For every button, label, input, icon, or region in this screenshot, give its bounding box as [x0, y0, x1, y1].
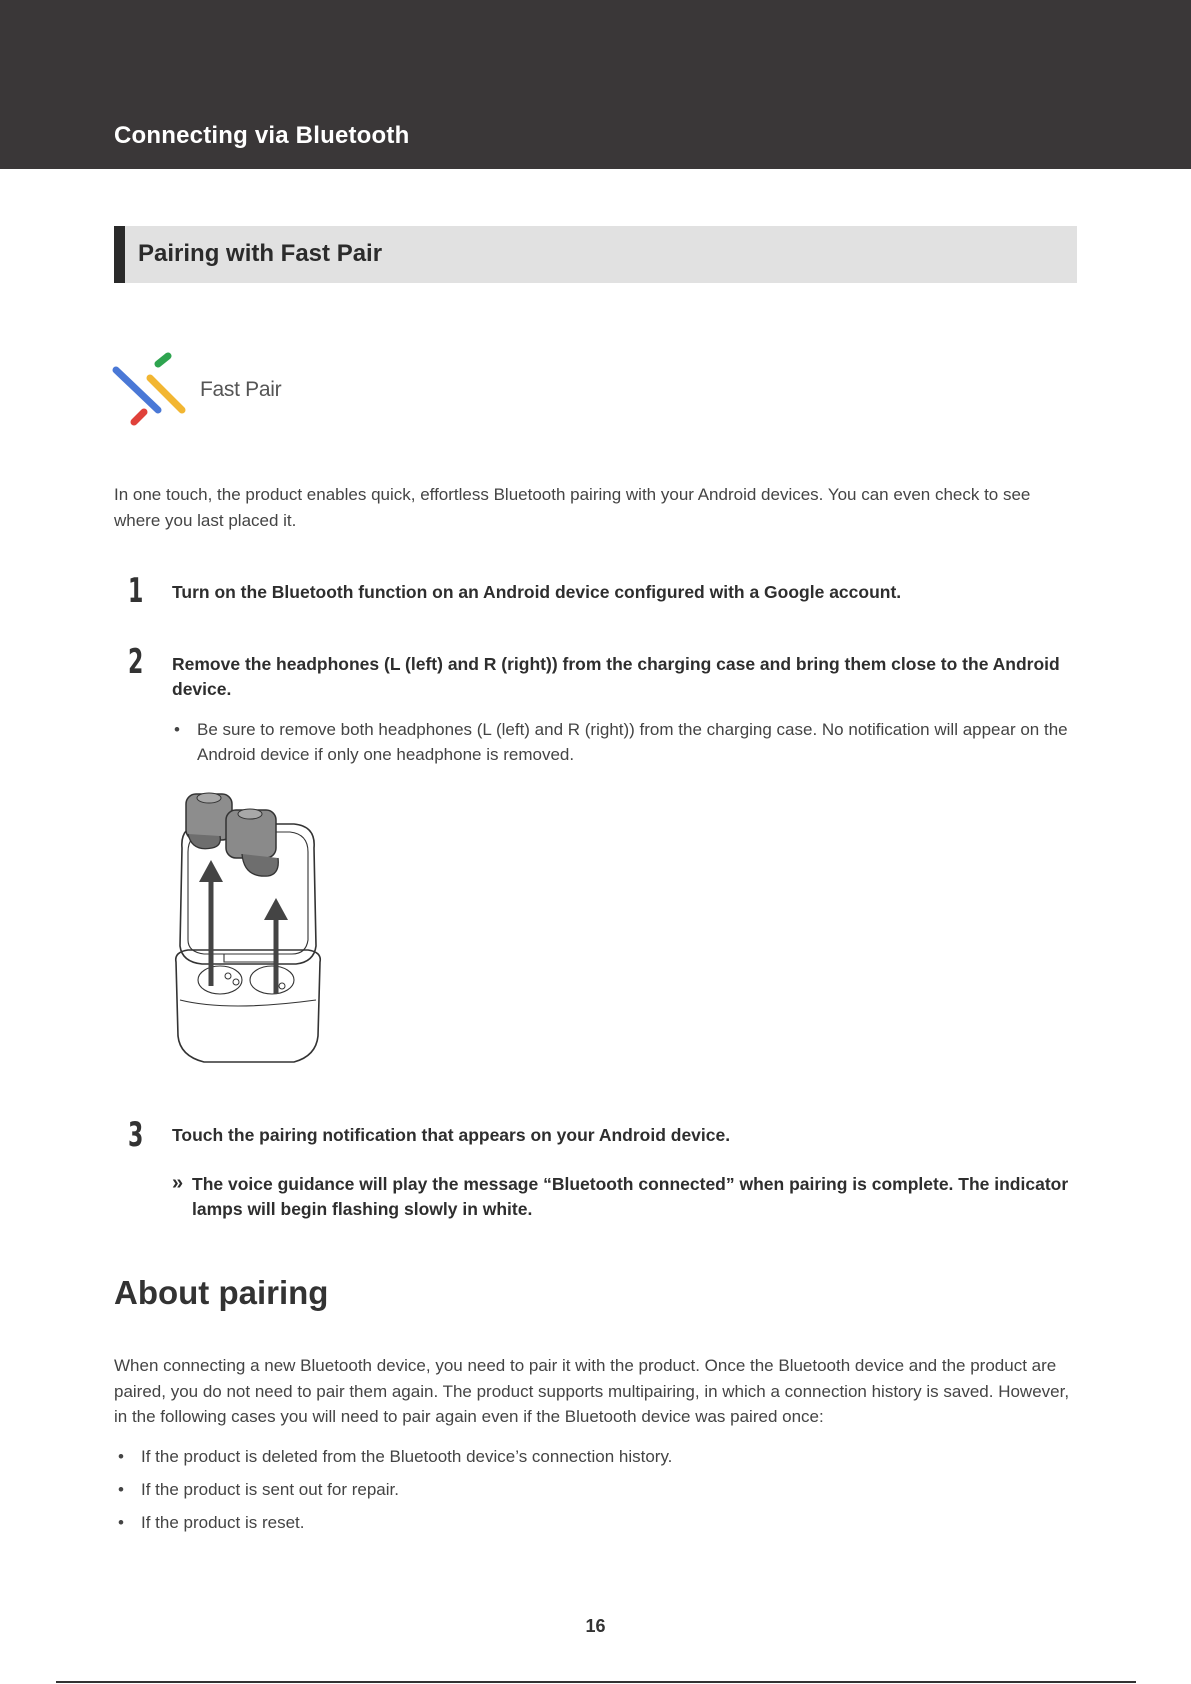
section-accent-bar [114, 226, 125, 283]
bullet-text: Be sure to remove both headphones (L (left) and R (right)) from the charging case. No notification will appear on the Android device if only one headphone is removed. [197, 720, 1068, 764]
intro-paragraph: In one touch, the product enables quick, effortless Bluetooth pairing with your Android devices. You can even check to see where you last placed it. [114, 485, 1031, 530]
bullet-text: If the product is reset. [141, 1513, 305, 1532]
fast-pair-icon [112, 352, 192, 428]
fast-pair-label: Fast Pair [200, 378, 282, 401]
step-text: Turn on the Bluetooth function on an Android device configured with a Google account. [172, 582, 902, 602]
step-text: Touch the pairing notification that appears on your Android device. [172, 1125, 731, 1145]
bullet-marker: • [174, 720, 180, 739]
chapter-title: Connecting via Bluetooth [114, 122, 410, 149]
bullet-text: If the product is sent out for repair. [141, 1480, 399, 1499]
about-paragraph: When connecting a new Bluetooth device, you need to pair it with the product. Once the Bluetooth device and the product are paired, you do not need to pair them again. The product supports multipairing, in which a connection history is saved. However, in the following cases you will need to pair again even if the Bluetooth device was paired once: [114, 1356, 1070, 1426]
bullet-text: If the product is deleted from the Bluetooth device’s connection history. [141, 1447, 673, 1466]
step-text: Remove the headphones (L (left) and R (right)) from the charging case and bring them close to the Android device. [172, 654, 1060, 699]
step-number: 3 [128, 1115, 144, 1155]
page-number: 16 [585, 1616, 606, 1636]
step-number: 2 [128, 642, 144, 682]
step-number: 1 [128, 571, 144, 611]
about-heading: About pairing [114, 1274, 329, 1311]
bullet-marker: • [118, 1447, 124, 1466]
earbuds-case-illustration [168, 786, 328, 1068]
result-marker: » [172, 1172, 184, 1194]
header-bar [0, 0, 1191, 169]
footer-divider [56, 1681, 1136, 1683]
section-heading [114, 226, 1077, 283]
bullet-marker: • [118, 1513, 124, 1532]
result-text: The voice guidance will play the message “Bluetooth connected” when pairing is complete. The indicator lamps will begin flashing slowly in white. [192, 1174, 1069, 1219]
section-title: Pairing with Fast Pair [138, 240, 383, 267]
bullet-marker: • [118, 1480, 124, 1499]
